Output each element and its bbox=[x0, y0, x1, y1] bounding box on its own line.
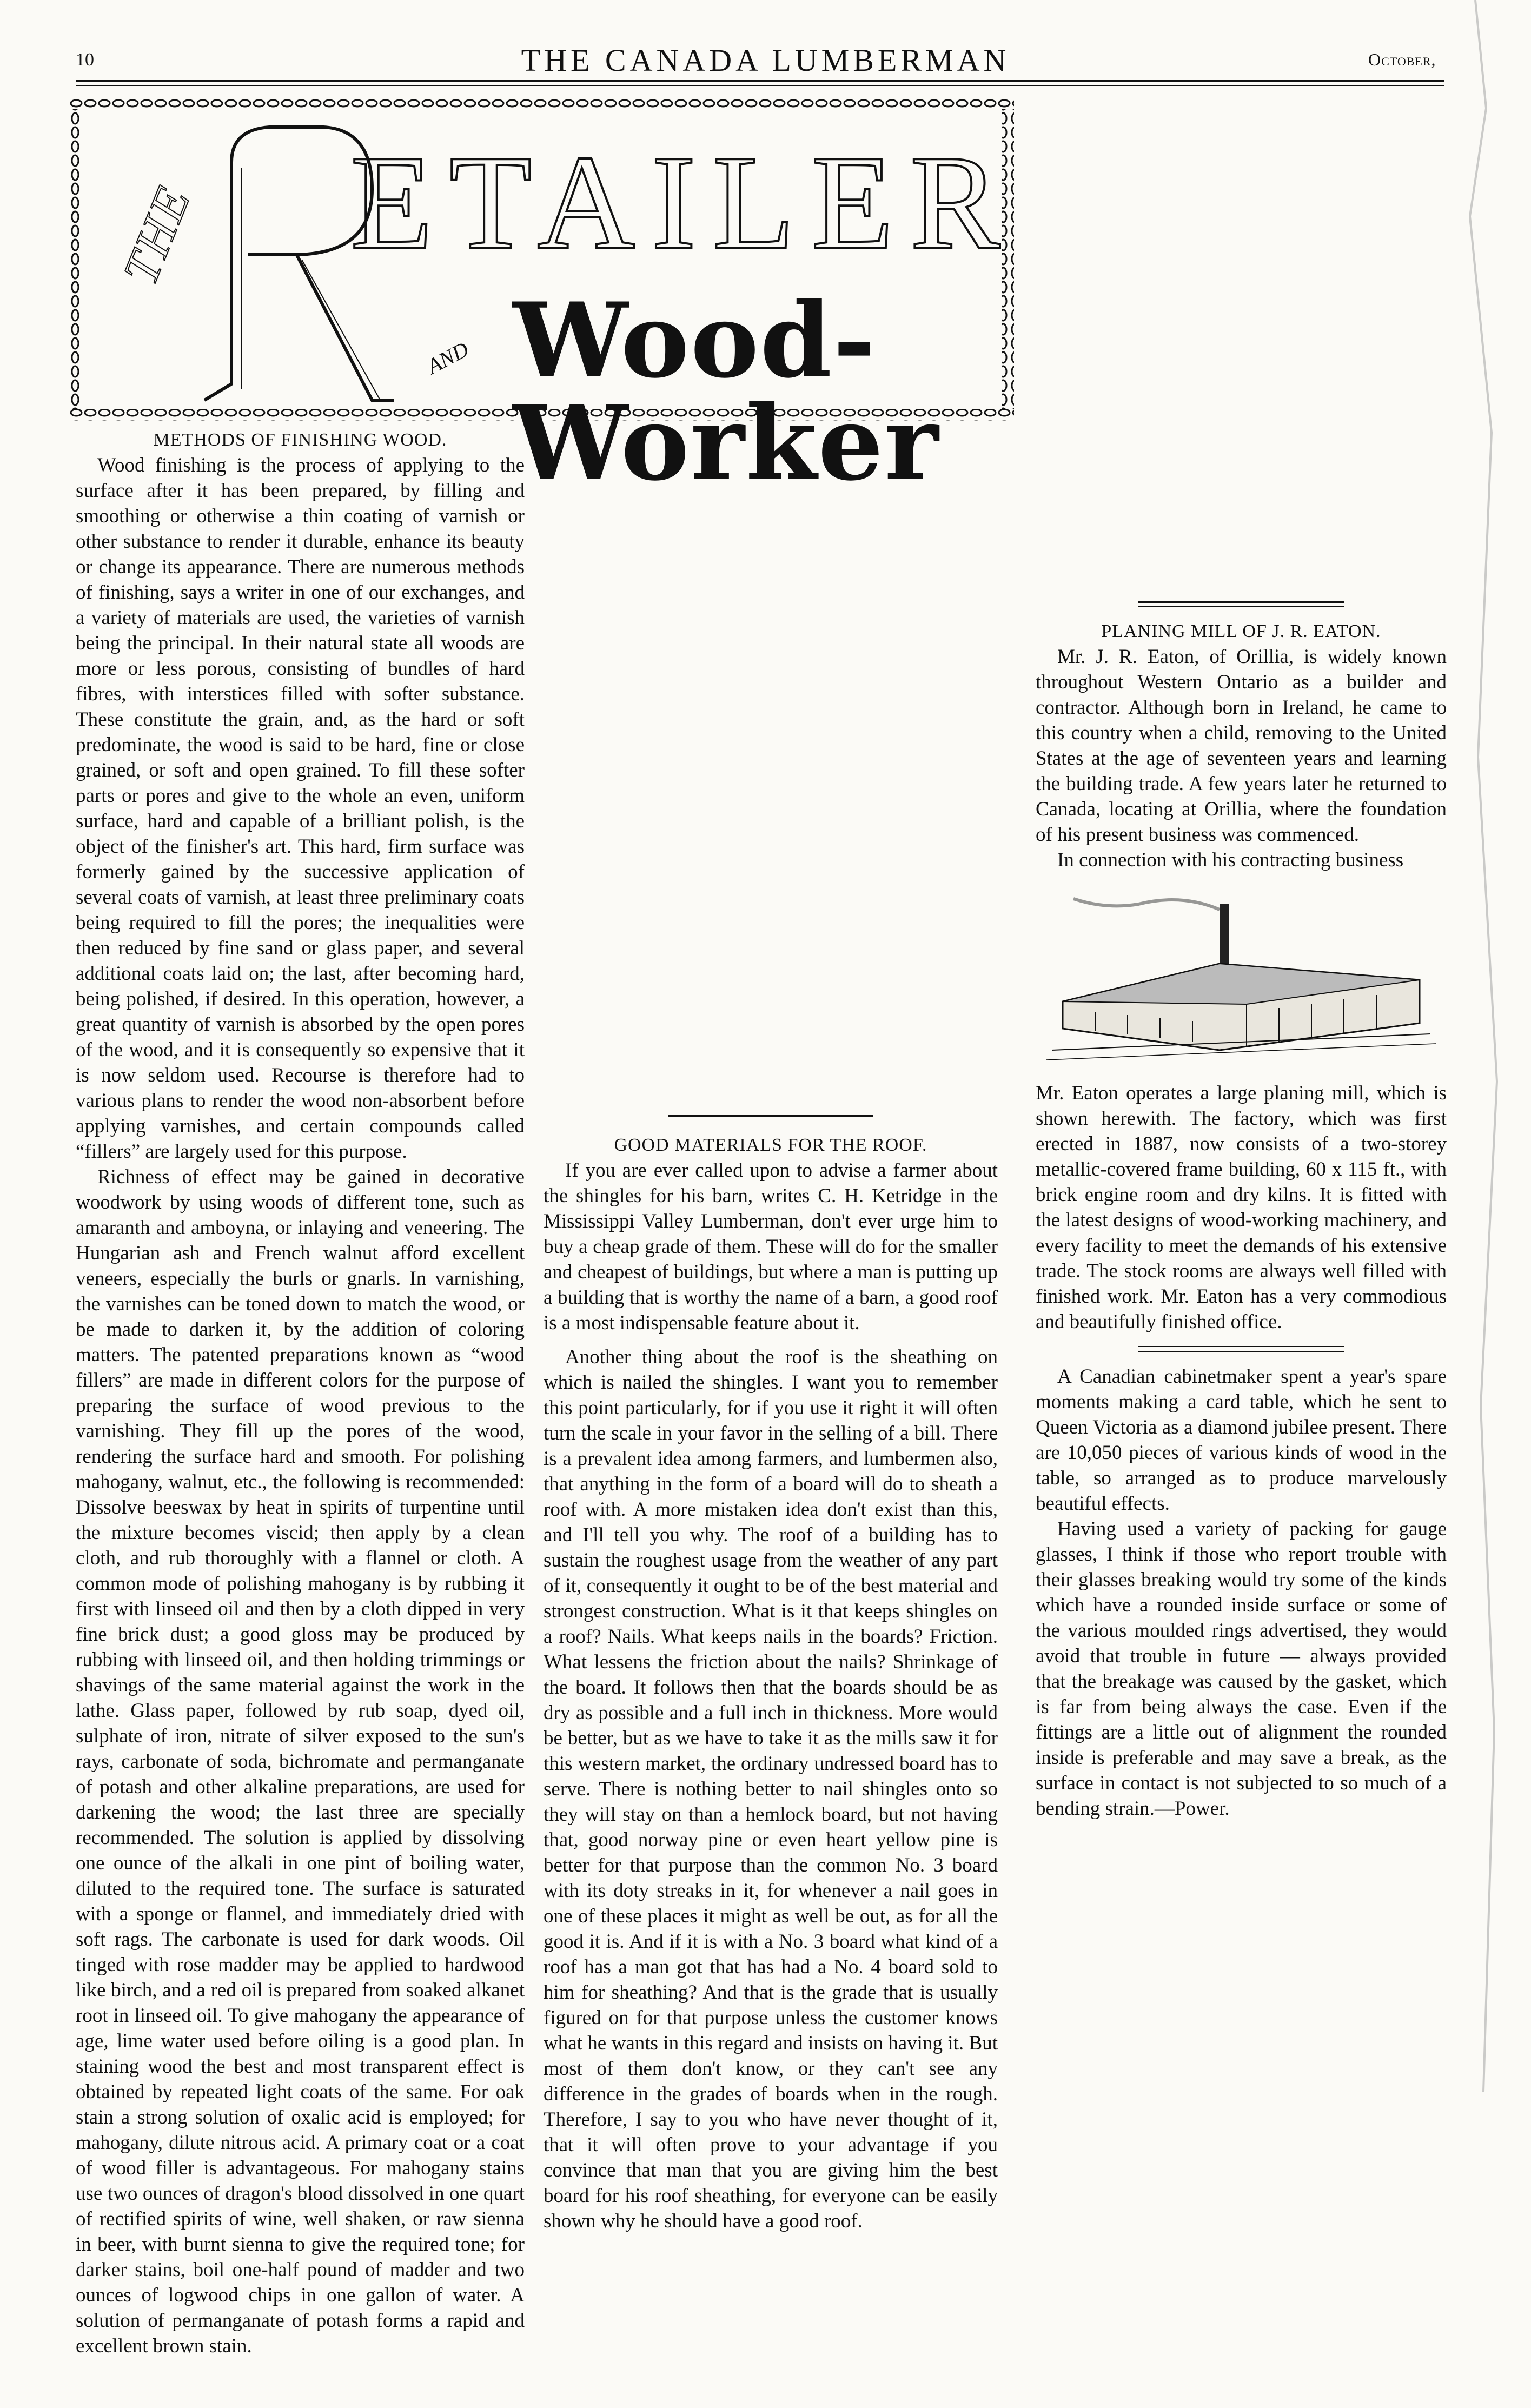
banner-the: THE bbox=[112, 177, 202, 291]
column-3 bbox=[1036, 95, 1447, 1821]
article-paragraph: If you are ever called upon to advise a farmer about the shingles for his barn, writes C. H. Ketridge in the Mississippi Valley Lumberman, don't ever urge him to buy a cheap grade of them. These will do for the smaller and cheapest of buildings, but where a man is putting up a building that is worthy the name of a barn, a good roof is a most indispensable feature about it. bbox=[544, 1159, 998, 1334]
article-paragraph: In connection with his contracting business bbox=[1057, 849, 1404, 871]
article-paragraph-continued bbox=[544, 427, 998, 1103]
article-heading: GOOD MATERIALS FOR THE ROOF. bbox=[614, 1135, 927, 1155]
header-rule-thin bbox=[76, 85, 1444, 86]
masthead-title: THE CANADA LUMBERMAN bbox=[521, 43, 1010, 78]
article-paragraph: Wood finishing is the process of applying to the surface after it has been prepared, by filling and smoothing or otherwise a thin coating of varnish or other substance to render it durable, enhance its beauty or change its appearance. There are numerous methods of finishing, says a writer in one of our exchanges, and a variety of materials are used, the varieties of varnish being the principal. In their natural state all woods are more or less porous, consisting of bundles of hard fibres, with interstices filled with softer substance. These constitute the grain, and, as the hard or soft predominate, the wood is said to be hard, fine or close grained, or soft and open grained. To fill these softer parts or pores and give to the whole an even, uniform surface, hard and capable of a brilliant polish, is the object of the finisher's art. This hard, firm surface was formerly gained by the successive application of several coats of varnish, at least three preliminary coats being required to fill the pores; the inequalities were then reduced by fine sand or glass paper, and several additional coats laid on; the last, after becoming hard, being polished, if desired. In this operation, however, a great quantity of varnish is absorbed by the open pores of the wood, and it is consequently so expensive that it is now seldom used. Recourse is therefore had to various plans to render the wood non-absorbent before applying varnishes, and certain compounds called “fillers” are largely used for this purpose. bbox=[76, 454, 525, 1163]
page-number: 10 bbox=[76, 50, 94, 70]
article-heading: METHODS OF FINISHING WOOD. bbox=[153, 430, 447, 450]
issue-month: October, bbox=[1368, 50, 1436, 69]
torn-page-edge bbox=[1454, 0, 1531, 2092]
banner-wood-worker: Wood-Worker bbox=[513, 280, 940, 503]
section-divider bbox=[668, 1115, 873, 1120]
article-paragraph-continued bbox=[1036, 95, 1447, 589]
article-heading: PLANING MILL OF J. R. EATON. bbox=[1101, 621, 1381, 641]
planing-mill-illustration bbox=[1041, 888, 1441, 1066]
article-paragraph: Another thing about the roof is the sheathing on which is nailed the shingles. I want you to remember this point particularly, for if you use it right it will often turn the scale in your favor in the selling of a bill. There is a prevalent idea among farmers, and lumbermen also, that anything in the form of a board will do to sheath a roof with. A more mistaken idea don't exist than this, and I'll tell you why. The roof of a building has to sustain the roughest usage from the weather of any part of it, consequently it ought to be of the best material and strongest construction. What is it that keeps shingles on a roof? Nails. What keeps nails in the boards? Friction. What lessens the friction about the nails? Shrinkage of the board. It follows then that the boards should be as dry as possible and a full inch in thickness. More would be better, but as we have to take it as the mills saw it for this western market, the ordinary undressed board has to serve. There is nothing better to nail shingles onto so they will stay on than a hemlock board, but not having that, good norway pine or even heart yellow pine is better for that purpose than the common No. 3 board with its doty streaks in it, for whenever a nail goes in one of these places it might as well be out, as for all the good it is. And if it is with a No. 3 board what kind of a roof has a man got that has had a No. 4 board sold to him for sheathing? And that is the grade that is usually figured on for that purpose unless the customer knows what he wants in this regard and insists on having it. But most of them don't know, or they can't see any difference in the grades of boards when in the rough. Therefore, I say to you who have never thought of it, that it will often prove to your advantage if you convince that man that you are giving him the best board for his roof sheathing, for everyone can be easily shown why he should have a good roof. bbox=[544, 1346, 998, 2232]
section-divider bbox=[1138, 601, 1344, 607]
column-1 bbox=[76, 427, 525, 2408]
article-paragraph: Mr. J. R. Eaton, of Orillia, is widely known throughout Western Ontario as a builder and contractor. Although born in Ireland, he came to this country when a child, removing to the United States at the age of seventeen years and learning the building trade. A few years later he returned to Canada, locating at Orillia, where the foundation of his present business was commenced. bbox=[1036, 646, 1447, 846]
banner-etailer: ETAILER bbox=[350, 128, 1017, 277]
article-paragraph: A Canadian cabinetmaker spent a year's spare moments making a card table, which he sent to Queen Victoria as a diamond jubilee present. There are 10,050 pieces of various kinds of wood in the table, so arranged as to produce marvelously beautiful effects. bbox=[1036, 1365, 1447, 1515]
article-paragraph: Richness of effect may be gained in decorative woodwork by using woods of different tone, such as amaranth and amboyna, or inlaying and veneering. The Hungarian ash and French walnut afford excellent veneers, especially the burls or gnarls. In varnishing, the varnishes can be toned down to match the wood, or be made to darken it, by the addition of coloring matters. The patented preparations known as “wood fillers” are made in different colors for the purpose of preparing the surface of wood previous to the varnishing. They fill up the pores of the wood, rendering the surface hard and smooth. For polishing mahogany, walnut, etc., the following is recommended: Dissolve beeswax by heat in spirits of turpentine until the mixture becomes viscid; then apply by a clean cloth, and rub thoroughly with a flannel or cloth. A common mode of polishing mahogany is by rubbing it first with linseed oil and then by a cloth dipped in very fine brick dust; a good gloss may be produced by rubbing with linseed oil, and then holding trimmings or shavings of the same material against the work in the lathe. Glass paper, followed by rub soap, dyed oil, sulphate of iron, nitrate of silver exposed to the sun's rays, carbonate of soda, bichromate and permanganate of potash and other alkaline preparations, are used for darkening the wood; the last three are specially recommended. The solution is applied by dissolving one ounce of the alkali in one pint of boiling water, diluted to the required tone. The surface is saturated with a sponge or flannel, and immediately dried with soft rags. The carbonate is used for dark woods. Oil tinged with rose madder may be applied to hardwood like birch, and a red oil is prepared from soaked alkanet root in linseed oil. To give mahogany the appearance of age, lime water used before oiling is a good plan. In staining wood the best and most transparent effect is obtained by repeated light coats of the same. For oak stain a strong solution of oxalic acid is employed; for mahogany, dilute nitrous acid. A primary coat or a coat of wood filler is advantageous. For mahogany stains use two ounces of dragon's blood dissolved in one quart of rectified spirits of wine, well shaken, or raw sienna in beer, with burnt sienna to give the required tone; for darker stains, boil one-half pound of madder and two ounces of logwood chips in one gallon of water. A solution of permanganate of potash forms a rapid and excellent brown stain. bbox=[76, 1166, 525, 2357]
article-paragraph: Mr. Eaton operates a large planing mill, which is shown herewith. The factory, which was first erected in 1887, now consists of a two-storey metallic-covered frame building, 60 x 115 ft., with brick engine room and dry kilns. It is fitted with the latest designs of wood-working machinery, and every facility to meet the demands of his extensive trade. The stock rooms are always well filled with finished work. Mr. Eaton has a very commodious and beautifully finished office. bbox=[1036, 1082, 1447, 1333]
article-paragraph: Having used a variety of packing for gauge glasses, I think if those who report trouble with their glasses breaking would try some of the kinds which have a rounded inside surface or some of the various moulded rings advertised, they would avoid that trouble in future — always provided that the breakage was caused by the gasket, which is far from being always the case. Even if the fittings are a little out of alignment the rounded inside is preferable and may save a break, as the surface in contact is not subjected to so much of a bending strain.—Power. bbox=[1036, 1518, 1447, 1820]
column-2 bbox=[544, 427, 998, 2350]
page-header bbox=[0, 38, 1531, 81]
banner-and: AND bbox=[423, 336, 473, 379]
header-rule bbox=[76, 80, 1444, 82]
section-divider bbox=[1138, 1346, 1344, 1352]
